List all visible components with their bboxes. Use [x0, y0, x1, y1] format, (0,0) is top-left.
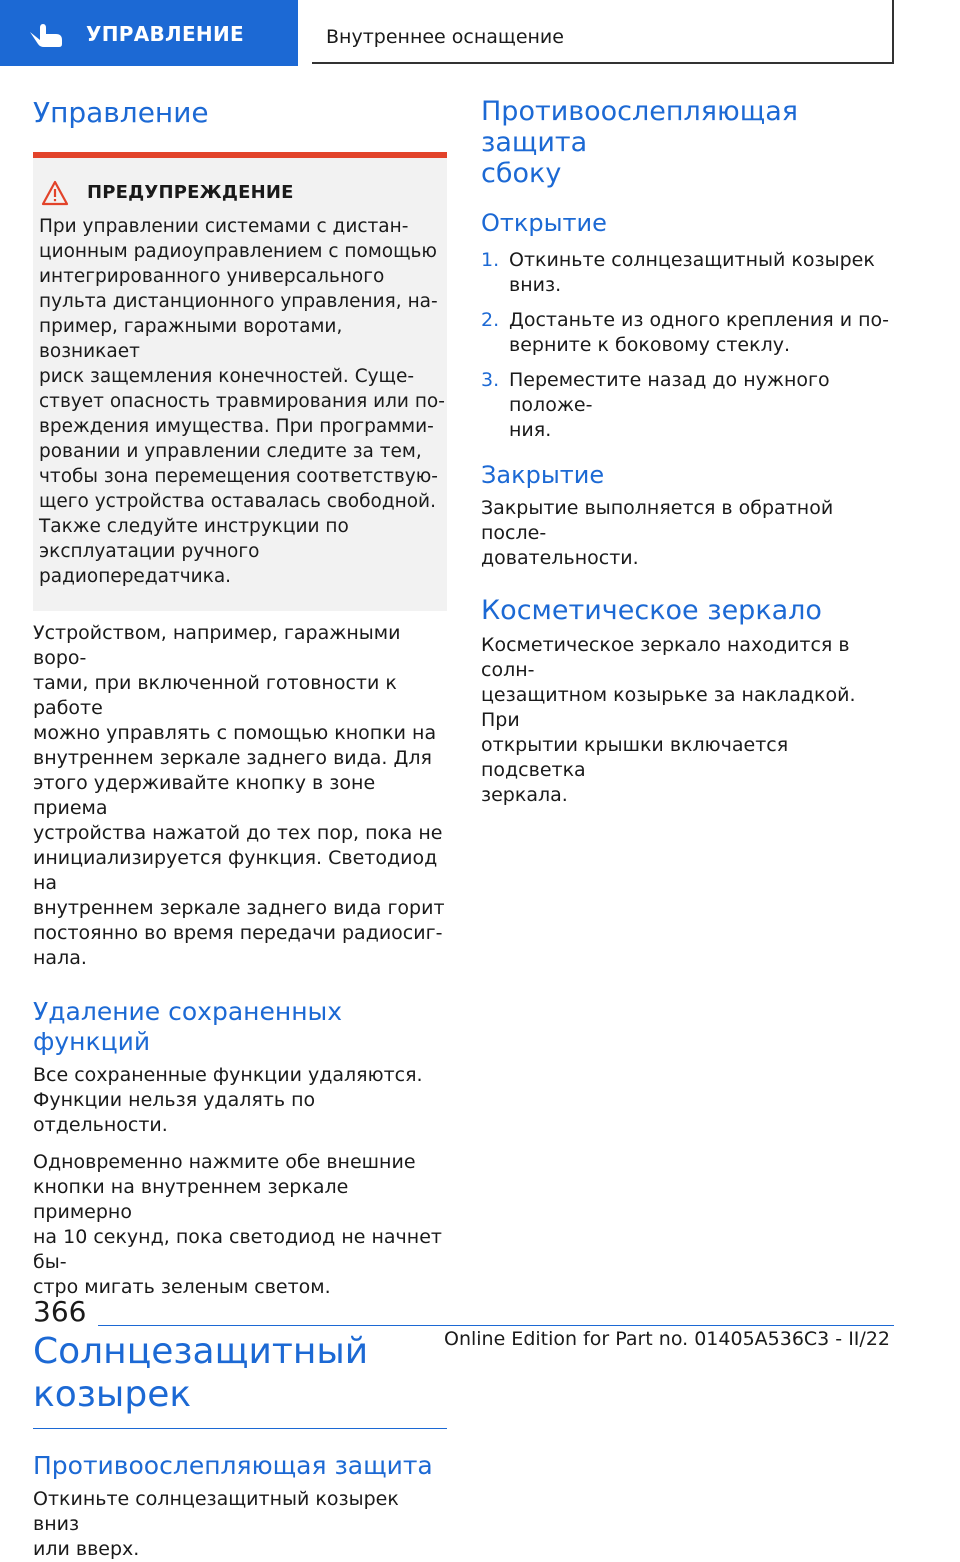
- hand-pointer-icon: [26, 20, 66, 48]
- heading-line: Противоослепляющая защита: [481, 96, 798, 158]
- chapter-tab-label: УПРАВЛЕНИЕ: [86, 22, 244, 46]
- text-line: инициализируется функция. Светодиод на: [33, 846, 438, 894]
- text-line: постоянно во время передачи радиосиг-: [33, 921, 443, 944]
- step-number: 2.: [481, 308, 500, 331]
- step-text: [509, 248, 875, 298]
- text-line: Косметическое зеркало находится в солн-: [481, 633, 850, 681]
- open-steps: [481, 248, 895, 443]
- delete-paragraph-2: [33, 1150, 447, 1300]
- text-line: нала.: [33, 946, 87, 969]
- text-line: внутреннем зеркале заднего вида. Для: [33, 746, 432, 769]
- warning-line: пульта дистанционного управления, на-: [39, 290, 438, 312]
- heading-close: Закрытие: [481, 460, 605, 489]
- text-line: этого удерживайте кнопку в зоне приема: [33, 771, 376, 819]
- warning-line: ровании и управлении следите за тем,: [39, 440, 422, 462]
- left-column: [33, 96, 447, 1562]
- step-number: 3.: [481, 368, 500, 391]
- text-line: ния.: [509, 418, 552, 441]
- text-line: Откиньте солнцезащитный козырек вниз: [33, 1487, 399, 1535]
- text-line: довательности.: [481, 546, 639, 569]
- warning-triangle-icon: [41, 180, 69, 206]
- text-line: тами, при включенной готовности к работе: [33, 671, 397, 719]
- warning-line: эксплуатации ручного радиопередатчика.: [39, 540, 260, 587]
- text-line: Откиньте солнцезащитный козырек: [509, 248, 875, 271]
- text-line: стро мигать зеленым светом.: [33, 1275, 331, 1298]
- heading-glare-protection: Противоослепляющая защита: [33, 1450, 433, 1480]
- text-line: можно управлять с помощью кнопки на: [33, 721, 437, 744]
- warning-line: чтобы зона перемещения соответствую-: [39, 465, 438, 487]
- warning-line: ствует опасность травмирования или по-: [39, 390, 445, 412]
- text-line: вниз.: [509, 273, 562, 296]
- step-item: [481, 308, 895, 358]
- sunvisor-heading-block: [33, 1330, 447, 1429]
- warning-line: ционным радиоуправлением с помощью: [39, 240, 437, 262]
- step-item: [481, 368, 895, 443]
- text-line: Одновременно нажмите обе внешние: [33, 1150, 416, 1173]
- step-number: 1.: [481, 248, 500, 271]
- heading-control: Управление: [33, 96, 209, 129]
- text-line: Закрытие выполняется в обратной после-: [481, 496, 834, 544]
- close-paragraph: [481, 496, 895, 571]
- text-line: верните к боковому стеклу.: [509, 333, 791, 356]
- warning-box: [33, 152, 447, 611]
- chapter-tab[interactable]: [0, 0, 298, 66]
- heading-side-glare: [481, 96, 895, 189]
- section-header: [312, 0, 894, 64]
- text-line: Все сохраненные функции удаляются.: [33, 1063, 423, 1086]
- warning-header: [41, 180, 447, 206]
- mirror-paragraph: [481, 633, 895, 808]
- text-line: кнопки на внутреннем зеркале примерно: [33, 1175, 349, 1223]
- glare-paragraph: [33, 1487, 447, 1562]
- warning-line: Также следуйте инструкции по: [39, 515, 349, 537]
- text-line: Переместите назад до нужного положе-: [509, 368, 830, 416]
- warning-text: [39, 214, 447, 589]
- heading-vanity-mirror: Косметическое зеркало: [481, 594, 822, 626]
- step-item: [481, 248, 895, 298]
- text-line: внутреннем зеркале заднего вида горит: [33, 896, 445, 919]
- warning-line: При управлении системами с дистан-: [39, 215, 409, 237]
- text-line: цезащитном козырьке за накладкой. При: [481, 683, 856, 731]
- text-line: устройства нажатой до тех пор, пока не: [33, 821, 443, 844]
- warning-line: пример, гаражными воротами, возникает: [39, 315, 343, 362]
- text-line: открытии крышки включается подсветка: [481, 733, 789, 781]
- warning-line: щего устройства оставалась свободной.: [39, 490, 436, 512]
- warning-title: ПРЕДУПРЕЖДЕНИЕ: [87, 182, 294, 204]
- page-number: 366: [33, 1295, 87, 1328]
- step-text: [509, 308, 889, 358]
- warning-line: интегрированного универсального: [39, 265, 385, 287]
- text-line: зеркала.: [481, 783, 568, 806]
- warning-line: риск защемления конечностей. Суще-: [39, 365, 415, 387]
- text-line: Достаньте из одного крепления и по-: [509, 308, 889, 331]
- footer-divider: [98, 1325, 894, 1326]
- right-column: [481, 96, 895, 808]
- warning-line: вреждения имущества. При программи-: [39, 415, 434, 437]
- text-line: Устройством, например, гаражными воро-: [33, 621, 401, 669]
- text-line: Функции нельзя удалять по отдельности.: [33, 1088, 316, 1136]
- delete-paragraph-1: [33, 1063, 447, 1138]
- heading-delete-functions: Удаление сохраненных функций: [33, 996, 343, 1056]
- footer-edition: Online Edition for Part no. 01405A536C3 - II/22: [443, 1328, 890, 1350]
- section-title: Внутреннее оснащение: [326, 26, 564, 48]
- step-text: [509, 368, 895, 443]
- control-paragraph: [33, 621, 447, 971]
- text-line: или вверх.: [33, 1537, 140, 1560]
- text-line: на 10 секунд, пока светодиод не начнет бы-: [33, 1225, 442, 1273]
- heading-sunvisor: Солнцезащитный козырек: [33, 1330, 369, 1415]
- heading-line: сбоку: [481, 158, 562, 189]
- heading-open: Открытие: [481, 209, 607, 237]
